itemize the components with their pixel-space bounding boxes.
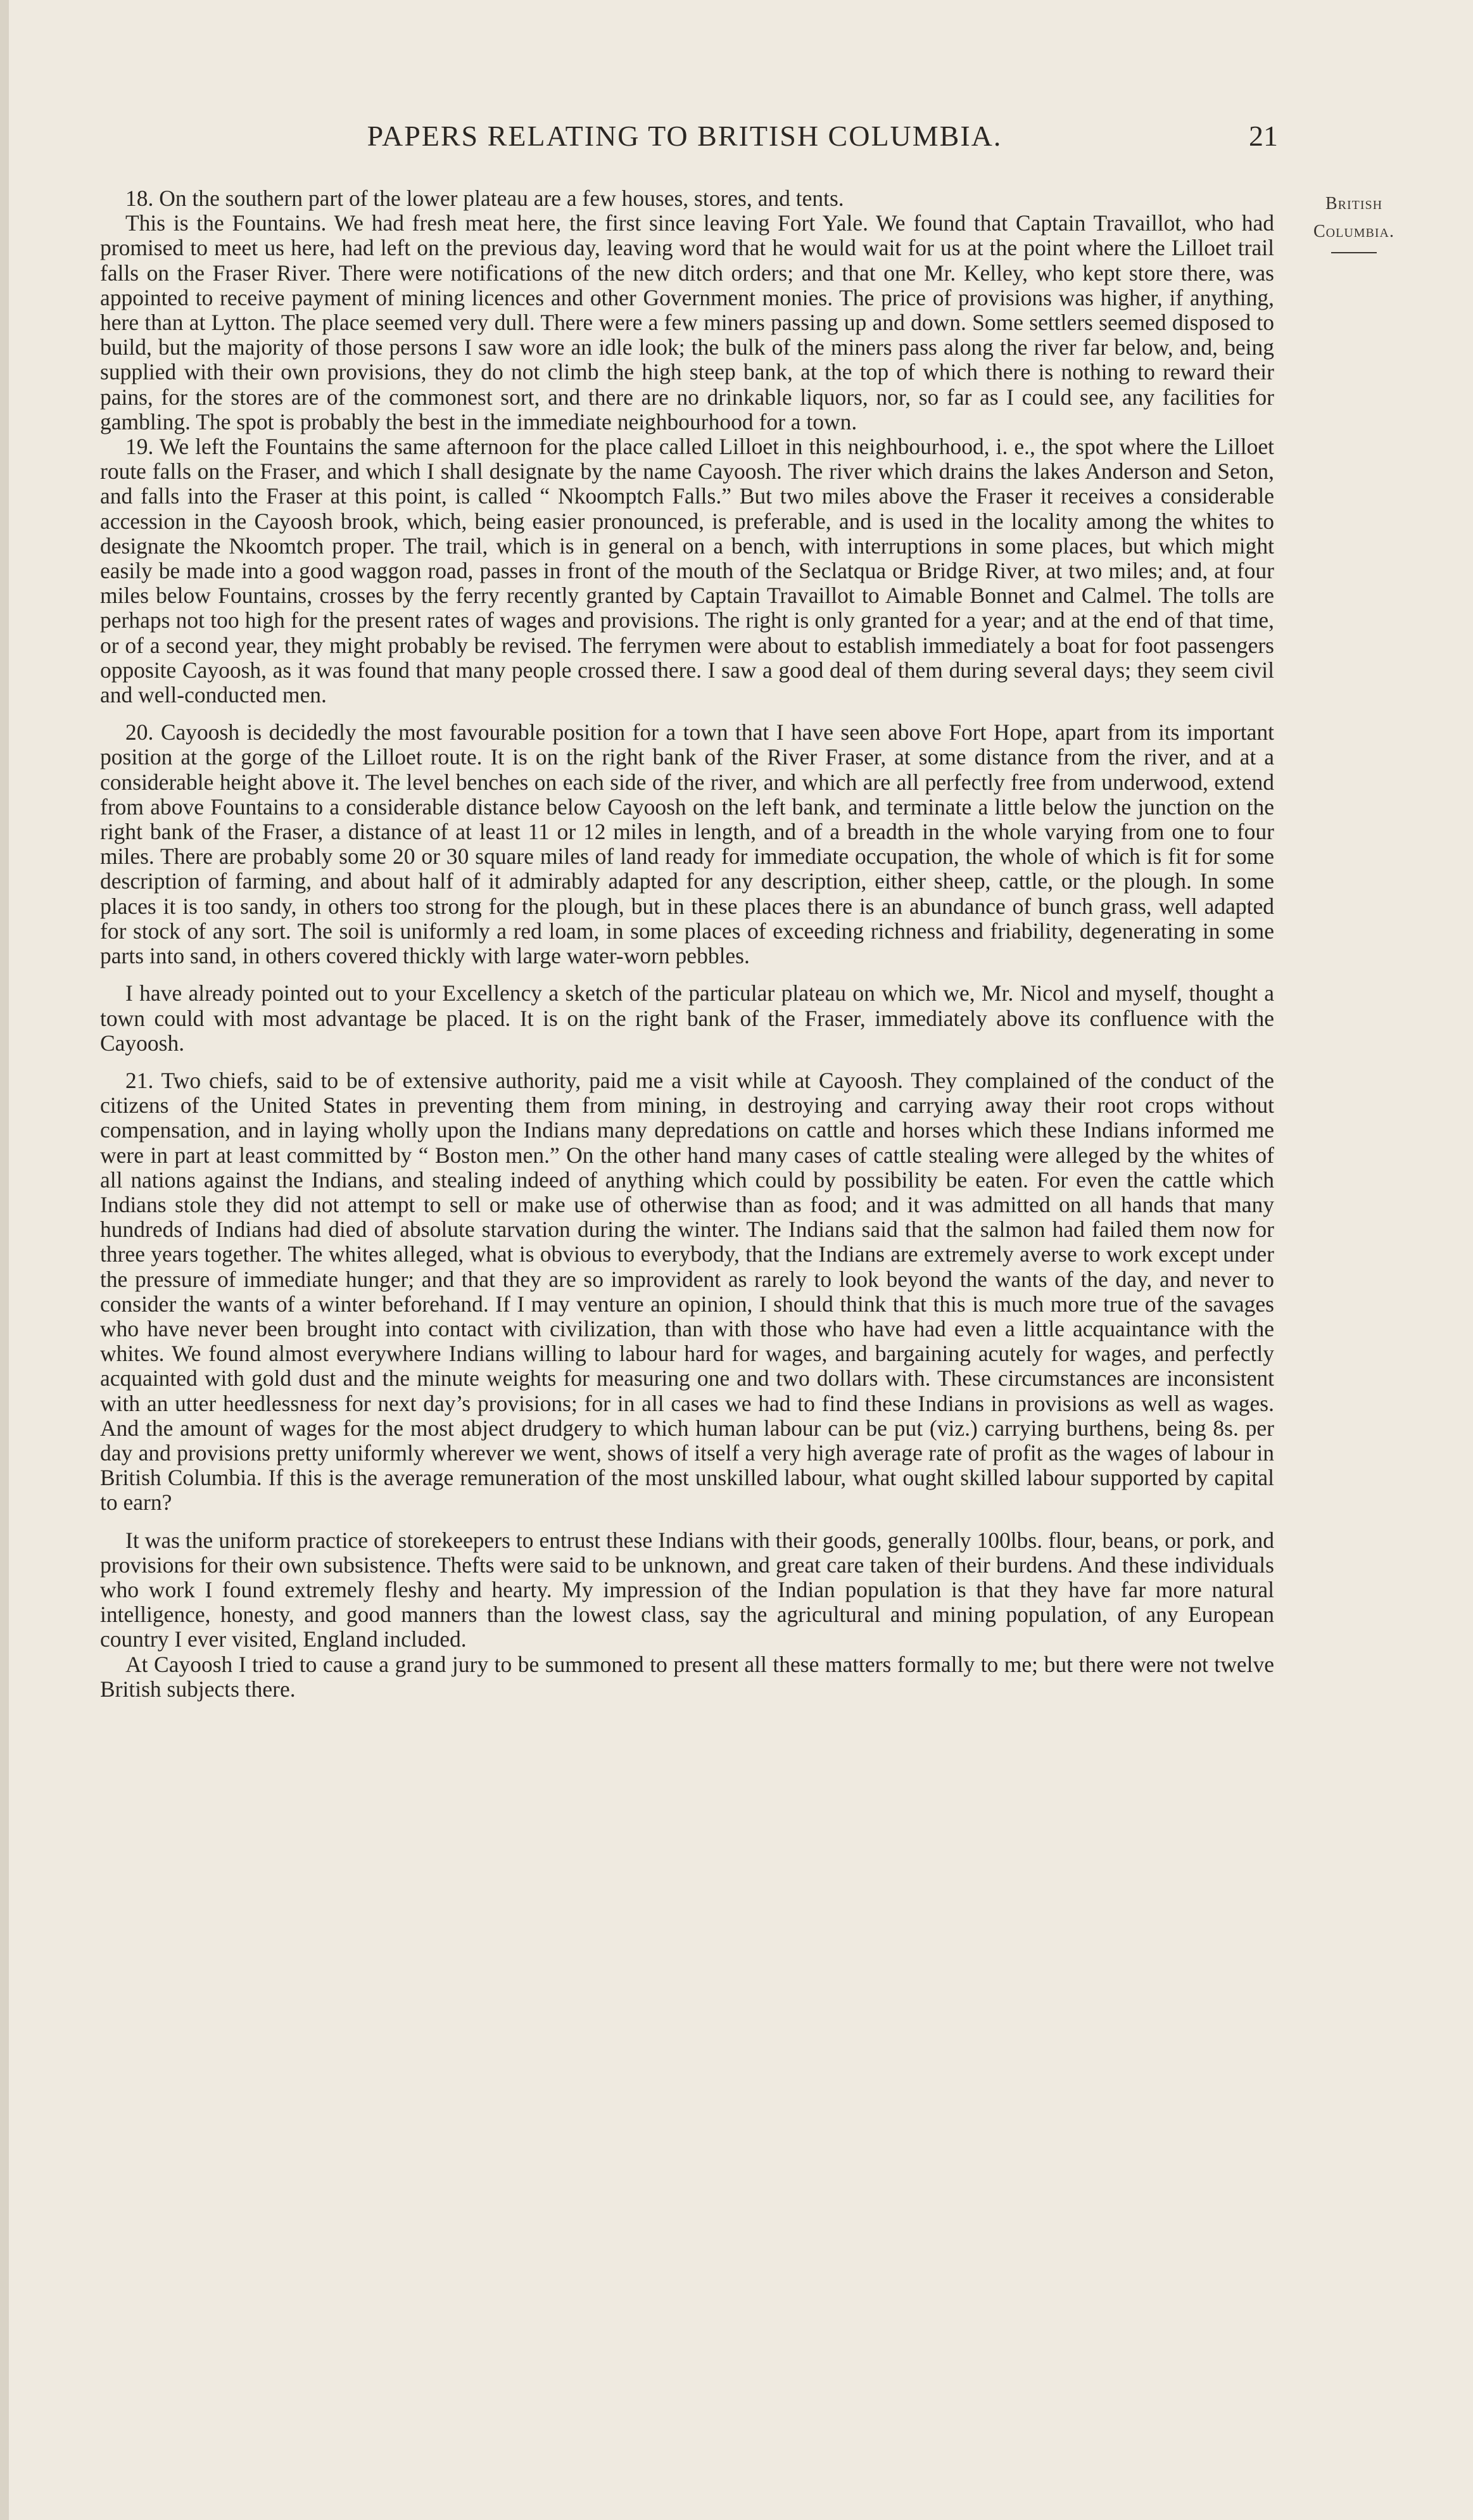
paragraph-18-heading: 18. On the southern part of the lower plateau are a few houses, stores, and tents.	[125, 186, 844, 211]
paragraph-gap	[100, 1516, 1274, 1528]
paragraph-21-closing: At Cayoosh I tried to cause a grand jury to be summoned to present all these matters formally to me; but there were not twelve British subjects there.	[100, 1651, 1274, 1702]
paragraph-gap	[100, 707, 1274, 720]
page-number: 21	[1249, 120, 1278, 152]
paragraph-gap	[100, 1056, 1274, 1068]
margin-note	[1291, 190, 1417, 253]
paragraph-20: 20. Cayoosh is decidedly the most favourable position for a town that I have seen above Fort Hope, apart from its important position at the gorge of the Lilloet route. It is on the right bank of the River Fraser, at some distance from the river, and at a considerable height above it. The level benches on each side of the river, and which are all perfectly free from underwood, extend from above Fountains to a considerable distance below Cayoosh on the left bank, and terminate a little below the junction on the right bank of the Fraser, a distance of at least 11 or 12 miles in length, and of a breadth in the whole varying from one to four miles. There are probably some 20 or 30 square miles of land ready for immediate occupation, the whole of which is fit for some description of farming, and about half of it admirably adapted for any description, either sheep, cattle, or the plough. In some places it is too sandy, in others too strong for the plough, but in these places there is an abundance of bunch grass, well adapted for stock of any sort. The soil is uniformly a red loam, in some places of exceeding richness and friability, degenerating in some parts into sand, in others covered thickly with large water-worn pebbles.	[100, 719, 1274, 969]
margin-note-line-1: British	[1325, 194, 1383, 213]
paragraph-20-continued: I have already pointed out to your Excellency a sketch of the particular plateau on which we, Mr. Nicol and myself, thought a town could with most advantage be placed. It is on the right bank of the Fraser, immediately above its confluence with the Cayoosh.	[100, 980, 1274, 1056]
body-text	[100, 186, 1274, 1702]
paragraph-19: 19. We left the Fountains the same afternoon for the place called Lilloet in this neighbourhood, i. e., the spot where the Lilloet route falls on the Fraser, and which I shall designate by the name Cayoosh. The river which drains the lakes Anderson and Seton, and falls into the Fraser at this point, is called “ Nkoomptch Falls.” But two miles above the Fraser it receives a considerable accession in the Cayoosh brook, which, being easier pronounced, is preferable, and is used in the locality among the whites to designate the Nkoomtch proper. The trail, which is in general on a bench, with interruptions in some places, but which might easily be made into a good waggon road, passes in front of the mouth of the Seclatqua or Bridge River, at two miles; and, at four miles below Fountains, crosses by the ferry recently granted by Captain Travaillot to Aimable Bonnet and Calmel. The tolls are perhaps not too high for the present rates of wages and provisions. The right is only granted for a year; and at the end of that time, or of a second year, they might probably be revised. The ferrymen were about to establish immediately a boat for foot passengers opposite Cayoosh, as it was found that many people crossed there. I saw a good deal of them during several days; they seem civil and well-conducted men.	[100, 434, 1274, 708]
paragraph-gap	[100, 968, 1274, 981]
margin-note-rule	[1331, 252, 1377, 253]
paragraph-18-body: This is the Fountains. We had fresh meat here, the first since leaving Fort Yale. We found that Captain Travaillot, who had promised to meet us here, had left on the previous day, leaving word that he would wait for us at the point where the Lilloet trail falls on the Fraser River. There were notifications of the new ditch orders; and that one Mr. Kelley, who kept store there, was appointed to receive payment of mining licences and other Government monies. The price of provisions was higher, if anything, here than at Lytton. The place seemed very dull. There were a few miners passing up and down. Some settlers seemed disposed to build, but the majority of those persons I saw wore an idle look; the bulk of the miners pass along the river far below, and, being supplied with their own provisions, they do not climb the high steep bank, at the top of which there is nothing to reward their pains, for the stores are of the commonest sort, and there are no drinkable liquors, nor, so far as I could see, any facilities for gambling. The spot is probably the best in the immediate neighbourhood for a town.	[100, 210, 1274, 434]
paragraph-21-continued: It was the uniform practice of storekeepers to entrust these Indians with their goods, generally 100lbs. flour, beans, or pork, and provisions for their own subsistence. Thefts were said to be unknown, and great care taken of their burdens. And these individuals who work I found extremely fleshy and hearty. My impression of the Indian population is that they have far more natural intelligence, honesty, and good manners than the lowest class, say the agricultural and mining population, of any European country I ever visited, England included.	[100, 1527, 1274, 1652]
margin-note-line-2: Columbia.	[1313, 222, 1394, 241]
running-title: PAPERS RELATING TO BRITISH COLUMBIA.	[367, 120, 1002, 152]
paragraph-21: 21. Two chiefs, said to be of extensive authority, paid me a visit while at Cayoosh. They complained of the conduct of the citizens of the United States in preventing them from mining, in destroying and carrying away their root crops without compensation, and in laying wholly upon the Indians many depredations on cattle and horses which these Indians informed me were in part at least committed by “ Boston men.” On the other hand many cases of cattle stealing were alleged by the whites of all nations against the Indians, and stealing indeed of anything which could by possibility be eaten. For even the cattle which Indians stole they did not attempt to sell or make use of otherwise than as food; and it was admitted on all hands that many hundreds of Indians had died of absolute starvation during the winter. The Indians said that the salmon had failed them now for three years together. The whites alleged, what is obvious to everybody, that the Indians are extremely averse to work except under the pressure of immediate hunger; and that they are so improvident as rarely to look beyond the wants of the day, and never to consider the wants of a winter beforehand. If I may venture an opinion, I should think that this is much more true of the savages who have never been brought into contact with civilization, than with those who have had even a little acquaintance with the whites. We found almost everywhere Indians willing to labour hard for wages, and bargaining acutely for wages, and perfectly acquainted with gold dust and the minute weights for measuring one and two dollars with. These circumstances are inconsistent with an utter heedlessness for next day’s provisions; for in all cases we had to find these Indians in provisions as well as wages. And the amount of wages for the most abject drudgery to which human labour can be put (viz.) carrying burthens, being 8s. per day and provisions pretty uniformly wherever we went, shows of itself a very high average rate of profit as the wages of labour in British Columbia. If this is the average remuneration of the most unskilled labour, what ought skilled labour supported by capital to earn?	[100, 1067, 1274, 1516]
